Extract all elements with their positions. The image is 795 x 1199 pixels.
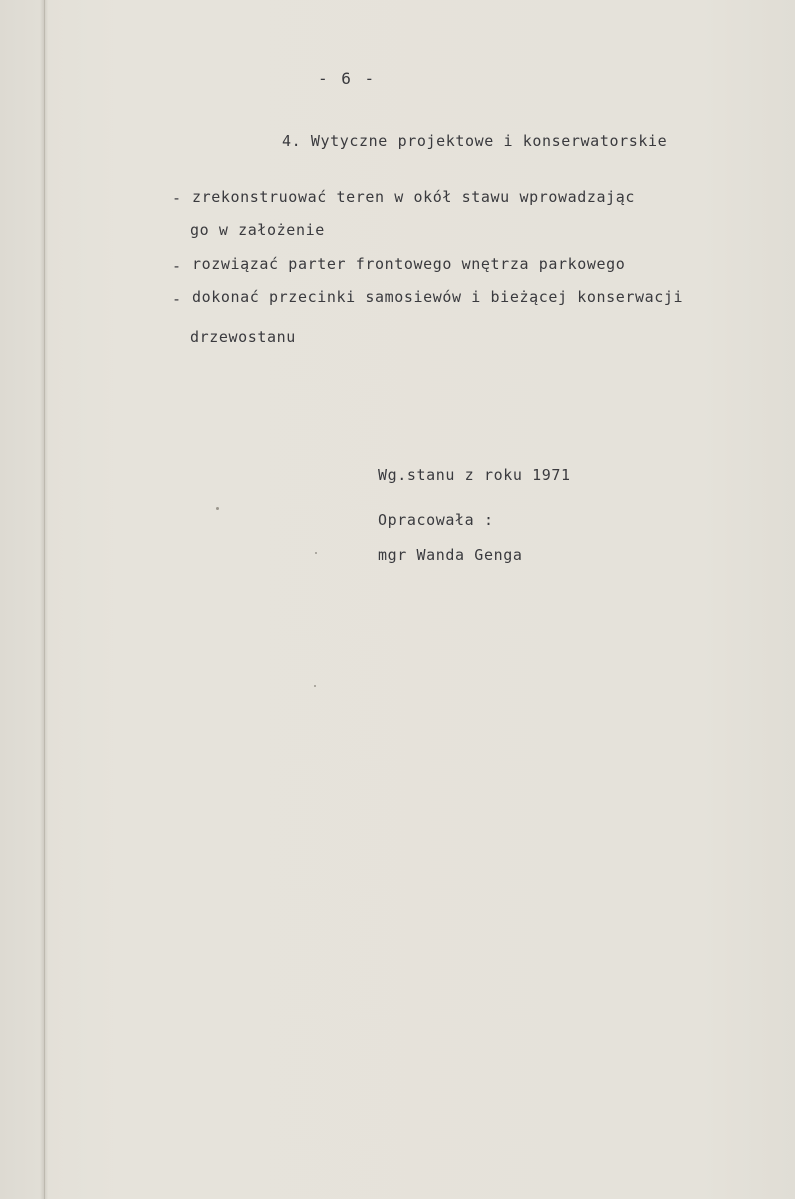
bullet-marker: - bbox=[172, 189, 182, 207]
bullet-item-thinning-continuation: drzewostanu bbox=[190, 328, 296, 346]
paper-speck bbox=[315, 552, 317, 554]
bullet-item-reconstruct: zrekonstruować teren w okół stawu wprowadzając bbox=[192, 188, 636, 206]
date-line: Wg.stanu z roku 1971 bbox=[378, 466, 571, 484]
author-name: mgr Wanda Genga bbox=[378, 546, 523, 564]
bullet-marker: - bbox=[172, 290, 182, 308]
bullet-marker: - bbox=[172, 257, 182, 275]
page-number: - 6 - bbox=[318, 69, 377, 88]
binding-edge bbox=[0, 0, 48, 1199]
bullet-item-thinning: dokonać przecinki samosiewów i bieżącej konserwacji bbox=[192, 288, 684, 306]
section-title: 4. Wytyczne projektowe i konserwatorskie bbox=[282, 132, 668, 150]
bullet-item-reconstruct-continuation: go w założenie bbox=[190, 221, 325, 239]
prepared-by-label: Opracowała : bbox=[378, 511, 494, 529]
binding-fold-line bbox=[44, 0, 45, 1199]
bullet-item-parterre: rozwiązać parter frontowego wnętrza parkowego bbox=[192, 255, 626, 273]
paper-speck bbox=[314, 685, 316, 687]
paper-speck bbox=[216, 507, 219, 510]
